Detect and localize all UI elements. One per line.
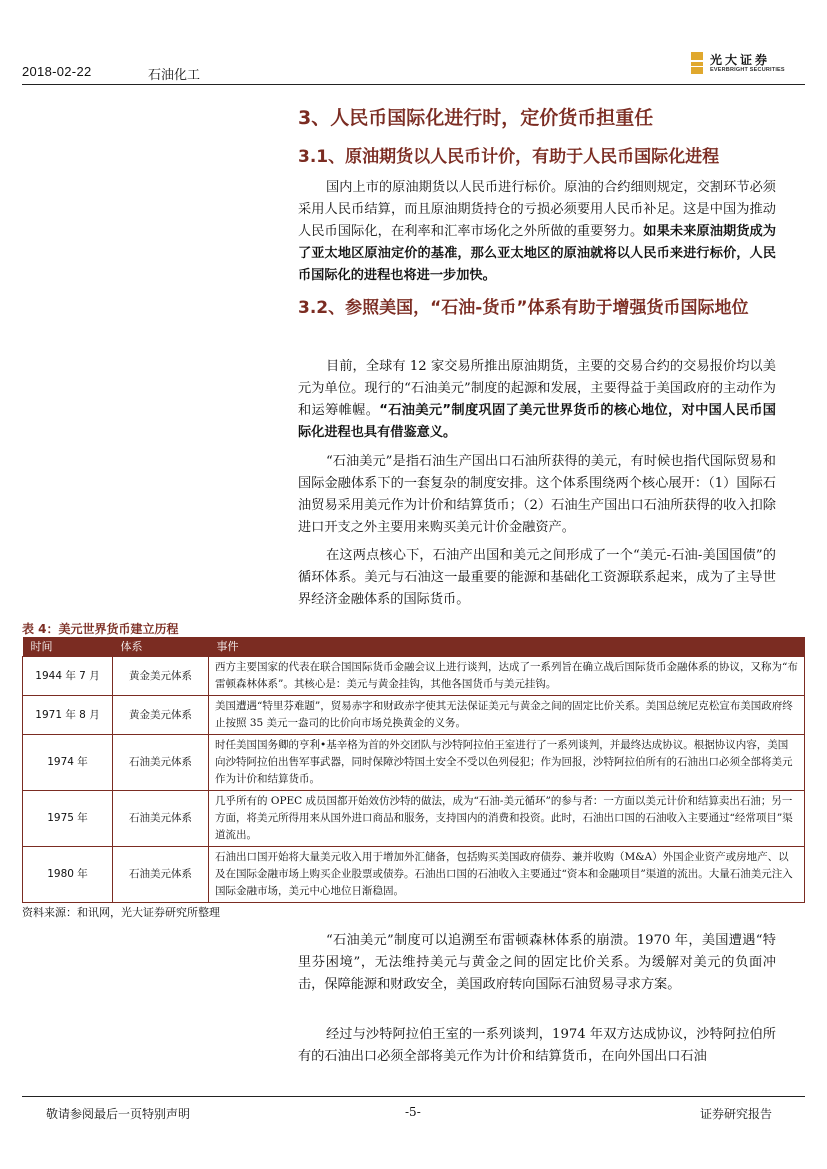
- header-time: 时间: [23, 637, 113, 657]
- table-row: [23, 847, 805, 903]
- cell-system: 石油美元体系: [113, 847, 209, 903]
- table-source-note: 资料来源：和讯网，光大证券研究所整理: [22, 906, 220, 919]
- logo-text-en: EVERBRIGHT SECURITIES: [710, 67, 785, 73]
- footer-report-type: 证券研究报告: [700, 1107, 773, 1121]
- cell-event: 石油出口国开始将大量美元收入用于增加外汇储备，包括购买美国政府债券、兼并收购（M&A）外国企业资产或房地产、以及在国际金融市场上购买企业股票或债券。石油出口国的石油收入主要通过“资本和金融项目”渠道的流出。大量石油美元注入国际金融市场，美元中心地位日渐稳固。: [209, 847, 805, 903]
- cell-event: 几乎所有的 OPEC 成员国都开始效仿沙特的做法，成为“石油-美元循环”的参与者：一方面以美元计价和结算卖出石油；另一方面，将美元所得用来从国外进口商品和服务，支持国内的消费和投资。此时，石油出口国的石油收入主要通过“经常项目”渠道流出。: [209, 791, 805, 847]
- report-date: 2018-02-22: [22, 64, 92, 79]
- table-header-row: [23, 637, 805, 657]
- section-3-2-paragraph-2: “石油美元”是指石油生产国出口石油所获得的美元，有时候也指代国际贸易和国际金融体系下的一套复杂的制度安排。这个体系围绕两个核心展开：（1）国际石油贸易采用美元作为计价和结算货币；（2）石油生产国出口石油所获得的收入扣除进口开支之外主要用来购买美元计价金融资产。: [298, 454, 776, 535]
- section-3-title: 3、人民币国际化进行时，定价货币担重任: [298, 107, 654, 129]
- footer-divider: [22, 1096, 805, 1097]
- paragraph-text: 目前，全球有 12 家交易所推出原油期货，主要的交易合约的交易报价均以美元为单位。现行的“石油美元”制度的起源和发展，主要得益于美国政府的主动作为和运筹帷幄。: [298, 359, 776, 418]
- table-row: [23, 791, 805, 847]
- cell-event: 西方主要国家的代表在联合国国际货币金融会议上进行谈判，达成了一系列旨在确立战后国际货币金融体系的协议，又称为“布雷顿森林体系”。其核心是：美元与黄金挂钩，其他各国货币与美元挂钩。: [209, 657, 805, 696]
- section-3-1-paragraph: [298, 177, 776, 287]
- after-table-paragraph-1: “石油美元”制度可以追溯至布雷顿森林体系的崩溃。1970 年，美国遭遇“特里芬困境”，无法维持美元与黄金之间的固定比价关系。为缓解对美元的负面冲击，保障能源和财政安全，美国政府转向国际石油贸易寻求方案。: [298, 933, 776, 992]
- cell-time: 1974 年: [23, 735, 113, 791]
- section-3-2-title: 3.2、参照美国，“石油-货币”体系有助于增强货币国际地位: [298, 298, 749, 318]
- header-divider: [22, 84, 805, 85]
- cell-system: 石油美元体系: [113, 735, 209, 791]
- section-3-1-title: 3.1、原油期货以人民币计价，有助于人民币国际化进程: [298, 147, 720, 167]
- history-table: [22, 637, 805, 903]
- page-number: -5-: [405, 1105, 421, 1119]
- footer-disclaimer: 敬请参阅最后一页特别声明: [46, 1107, 191, 1121]
- paragraph-text: 国内上市的原油期货以人民币进行标价。原油的合约细则规定，交割环节必须采用人民币结算，而且原油期货持仓的亏损必须要用人民币补足。这是中国为推动人民币国际化，在利率和汇率市场化之外所做的重要努力。: [298, 180, 776, 239]
- cell-system: 黄金美元体系: [113, 657, 209, 696]
- cell-time: 1944 年 7 月: [23, 657, 113, 696]
- cell-event: 美国遭遇“特里芬难题”，贸易赤字和财政赤字使其无法保证美元与黄金之间的固定比价关系。美国总统尼克松宣布美国政府终止按照 35 美元一盎司的比价向市场兑换黄金的义务。: [209, 696, 805, 735]
- table-row: [23, 657, 805, 696]
- cell-system: 石油美元体系: [113, 791, 209, 847]
- table-row: [23, 735, 805, 791]
- logo-text-cn: 光大证券: [710, 53, 771, 67]
- cell-system: 黄金美元体系: [113, 696, 209, 735]
- section-3-2-paragraph-1: [298, 356, 776, 444]
- paragraph-emphasis: 如果未来原油期货成为了亚太地区原油定价的基准，那么亚太地区的原油就将以人民币来进行标价，人民币国际化的进程也将进一步加快。: [298, 224, 777, 283]
- cell-time: 1971 年 8 月: [23, 696, 113, 735]
- table-row: [23, 696, 805, 735]
- cell-time: 1975 年: [23, 791, 113, 847]
- cell-time: 1980 年: [23, 847, 113, 903]
- paragraph-emphasis: “石油美元”制度巩固了美元世界货币的核心地位，对中国人民币国际化进程也具有借鉴意义。: [298, 403, 776, 440]
- section-3-2-paragraph-3: 在这两点核心下，石油产出国和美元之间形成了一个“美元-石油-美国国债”的循环体系。美元与石油这一最重要的能源和基础化工资源联系起来，成为了主导世界经济金融体系的国际货币。: [298, 548, 776, 607]
- logo-mark-icon: [688, 51, 706, 75]
- company-logo: [688, 51, 808, 79]
- table-title: 表 4：美元世界货币建立历程: [22, 622, 179, 636]
- header-system: 体系: [113, 637, 209, 657]
- after-table-paragraph-2: 经过与沙特阿拉伯王室的一系列谈判，1974 年双方达成协议，沙特阿拉伯所有的石油出口必须全部将美元作为计价和结算货币，在向外国出口石油: [298, 1027, 776, 1064]
- cell-event: 时任美国国务卿的亨利•基辛格为首的外交团队与沙特阿拉伯王室进行了一系列谈判，并最终达成协议。根据协议内容，美国向沙特阿拉伯出售军事武器，同时保障沙特国土安全不受以色列侵犯；作为回报，沙特阿拉伯所有的石油出口必须全部将美元作为计价和结算货币。: [209, 735, 805, 791]
- header-event: 事件: [209, 637, 805, 657]
- report-sector: 石油化工: [148, 68, 201, 83]
